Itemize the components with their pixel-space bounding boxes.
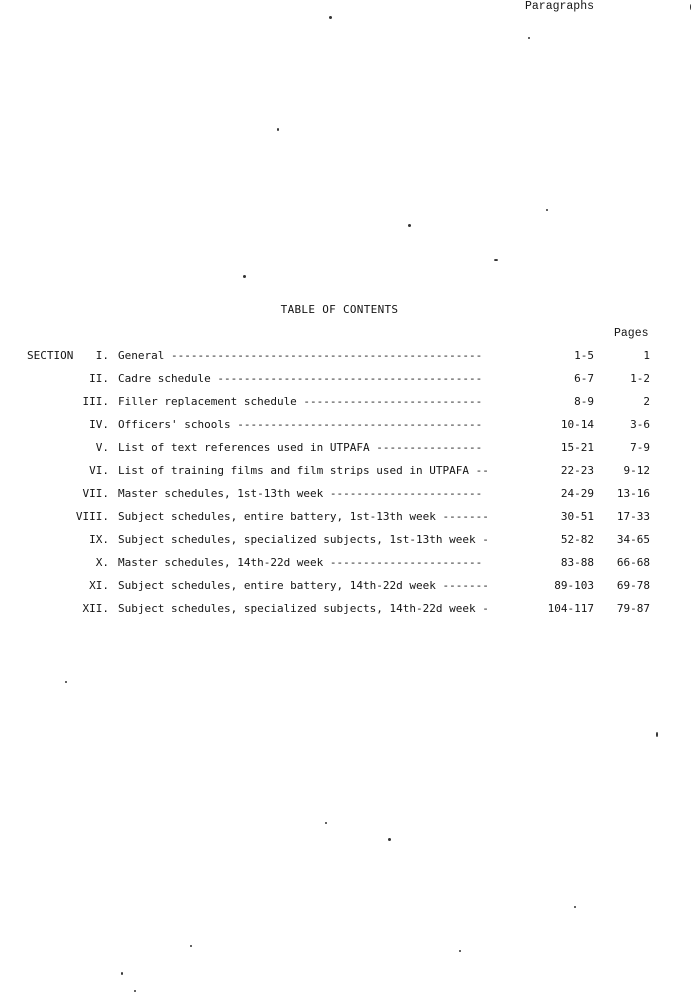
scan-speck	[494, 259, 498, 261]
toc-row	[0, 601, 699, 621]
page-range: 34-65	[616, 533, 650, 546]
scan-speck	[65, 681, 67, 683]
section-numeral: VIII.	[75, 510, 109, 523]
section-title: Subject schedules, entire battery, 1st-13th week -------	[118, 510, 489, 523]
section-numeral: II.	[89, 372, 109, 385]
section-title: List of text references used in UTPAFA ----------------	[118, 441, 483, 454]
column-header-pages: Pages	[614, 327, 649, 340]
section-title: Master schedules, 14th-22d week -----------------------	[118, 556, 483, 569]
scan-speck	[325, 822, 327, 824]
page-range: 1-2	[630, 372, 650, 385]
section-numeral: IV.	[89, 418, 109, 431]
scan-speck	[329, 16, 332, 19]
paragraph-range: 52-82	[560, 533, 594, 546]
paragraph-range: 15-21	[560, 441, 594, 454]
column-header-paragraphs: Paragraphs	[524, 0, 594, 13]
section-title: Subject schedules, specialized subjects, 14th-22d week -	[118, 602, 489, 615]
scan-speck	[459, 950, 461, 952]
section-prefix: SECTION	[27, 349, 74, 362]
section-numeral: IX.	[89, 533, 109, 546]
section-numeral: III.	[82, 395, 109, 408]
toc-row	[0, 394, 699, 414]
paragraph-range: 89-103	[554, 579, 594, 592]
paragraph-range: 104-117	[547, 602, 594, 615]
section-numeral: XII.	[82, 602, 109, 615]
page-range: 17-33	[616, 510, 650, 523]
page-range: 2	[643, 395, 650, 408]
scan-speck	[546, 209, 548, 211]
paragraph-range: 24-29	[560, 487, 594, 500]
toc-row	[0, 486, 699, 506]
paragraph-range: 30-51	[560, 510, 594, 523]
toc-row	[0, 440, 699, 460]
page-range: 7-9	[630, 441, 650, 454]
toc-row	[0, 532, 699, 552]
paragraph-range: 83-88	[560, 556, 594, 569]
scan-speck	[134, 990, 136, 992]
section-numeral: I.	[95, 349, 109, 362]
page-range: 1	[643, 349, 650, 362]
section-numeral: VII.	[82, 487, 109, 500]
scan-speck	[243, 275, 246, 278]
scan-speck	[574, 906, 576, 908]
section-numeral: X.	[95, 556, 109, 569]
paragraph-range: 10-14	[560, 418, 594, 431]
section-title: Filler replacement schedule ---------------------------	[118, 395, 483, 408]
page-range: 9-12	[623, 464, 650, 477]
page-range: 69-78	[616, 579, 650, 592]
section-numeral: V.	[95, 441, 109, 454]
page-range: 79-87	[616, 602, 650, 615]
section-title: List of training films and film strips used in UTPAFA --	[118, 464, 489, 477]
scan-speck	[690, 4, 691, 10]
toc-row	[0, 348, 699, 368]
section-title: Cadre schedule ----------------------------------------	[118, 372, 483, 385]
section-title: General -----------------------------------------------	[118, 349, 483, 362]
paragraph-range: 22-23	[560, 464, 594, 477]
page-range: 66-68	[616, 556, 650, 569]
toc-row	[0, 463, 699, 483]
section-numeral: XI.	[89, 579, 109, 592]
toc-row	[0, 509, 699, 529]
scan-speck	[190, 945, 192, 947]
scan-speck	[121, 972, 123, 975]
paragraph-range: 1-5	[574, 349, 594, 362]
scan-speck	[388, 838, 391, 841]
scan-speck	[408, 224, 411, 227]
scan-speck	[277, 128, 279, 131]
page-range: 13-16	[616, 487, 650, 500]
toc-row	[0, 578, 699, 598]
paragraph-range: 6-7	[574, 372, 594, 385]
scan-speck	[656, 732, 658, 737]
section-title: Subject schedules, specialized subjects, 1st-13th week -	[118, 533, 489, 546]
section-title: Master schedules, 1st-13th week -----------------------	[118, 487, 483, 500]
page-title	[0, 303, 699, 316]
section-title: Officers' schools -------------------------------------	[118, 418, 483, 431]
toc-row	[0, 555, 699, 575]
paragraph-range: 8-9	[574, 395, 594, 408]
section-title: Subject schedules, entire battery, 14th-22d week -------	[118, 579, 489, 592]
page-range: 3-6	[630, 418, 650, 431]
toc-row	[0, 417, 699, 437]
scan-speck	[528, 37, 530, 39]
page-title-text: TABLE OF CONTENTS	[280, 303, 399, 316]
section-numeral: VI.	[89, 464, 109, 477]
toc-row	[0, 371, 699, 391]
